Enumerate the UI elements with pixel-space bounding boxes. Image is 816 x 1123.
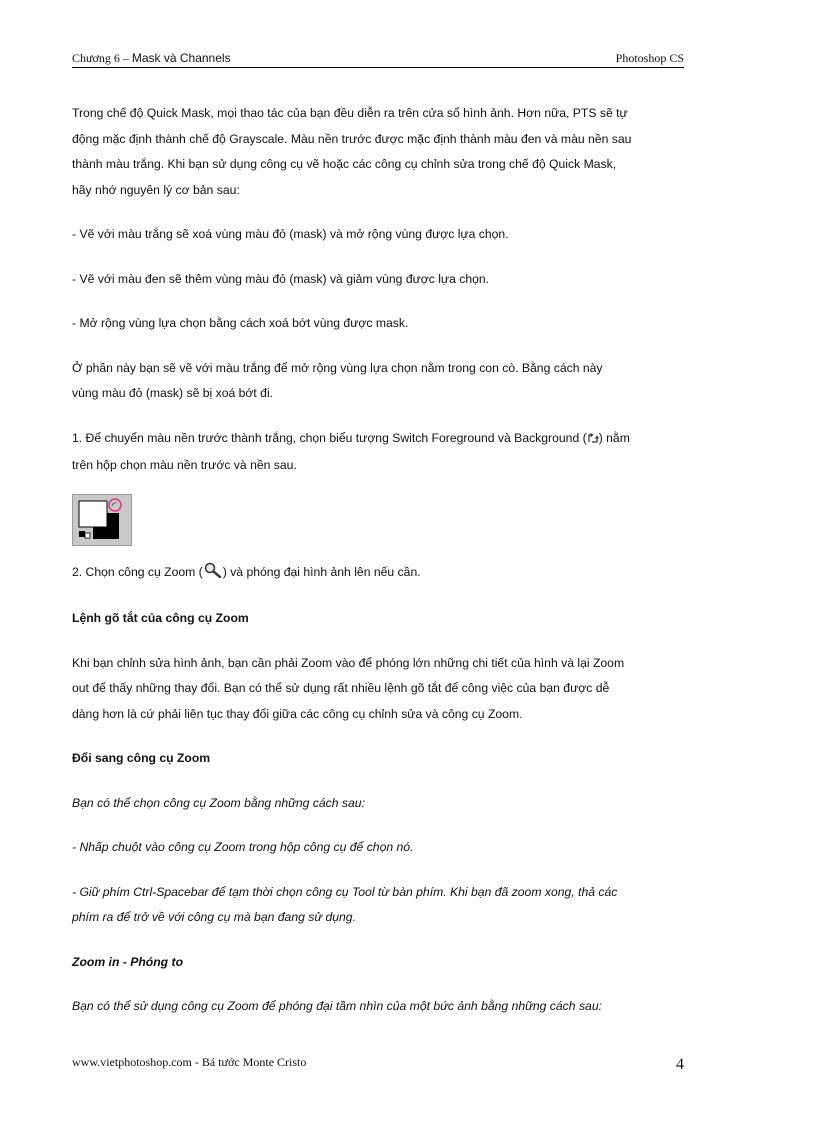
bullet-white: - Vẽ với màu trắng sẽ xoá vùng màu đỏ (mask) và mở rộng vùng được lựa chọn. <box>72 227 509 241</box>
text-line: ) và phóng đại hình ảnh lên nếu cần. <box>222 564 421 579</box>
italic-bullet-keyboard <box>72 880 692 931</box>
page-footer <box>72 1055 684 1073</box>
text-line: 2. Chọn công cụ Zoom ( <box>72 564 203 579</box>
header-section: Mask và Channels <box>131 51 231 65</box>
text-line: dàng hơn là cứ phải liên tục thay đổi giữa các công cụ chỉnh sửa và công cụ Zoom. <box>72 706 523 721</box>
header-right: Photoshop CS <box>615 51 684 65</box>
header-chapter: Chương 6 – <box>72 51 132 65</box>
text-line: thành màu trắng. Khi bạn sử dụng công cụ vẽ hoặc các công cụ chỉnh sửa trong chế độ Quick Mask, <box>72 157 617 171</box>
page-number: 4 <box>676 1056 684 1073</box>
text-line: Ở phần này bạn sẽ vẽ với màu trắng để mở rộng vùng lựa chọn nằm trong con cò. Bằng cách này <box>72 360 603 375</box>
italic-bullet-click: - Nhấp chuột vào công cụ Zoom trong hộp công cụ để chọn nó. <box>72 840 414 854</box>
paragraph-quickmask <box>72 101 692 203</box>
switch-colors-icon <box>587 428 599 454</box>
text-line: out để thấy những thay đổi. Bạn có thể sử dụng rất nhiều lệnh gõ tắt để công việc của bạn được dễ <box>72 681 610 695</box>
bullet-black: - Vẽ với màu đen sẽ thêm vùng màu đỏ (mask) và giảm vùng được lựa chọn. <box>72 271 490 286</box>
text-line: Trong chế độ Quick Mask, mọi thao tác của bạn đều diễn ra trên cửa sổ hình ảnh. Hơn nữa, PTS sẽ tự <box>72 106 628 120</box>
paragraph-zoom <box>72 651 692 728</box>
text-line: trên hộp chọn màu nền trước và nền sau. <box>72 458 297 472</box>
text-line: hãy nhớ nguyên lý cơ bản sau: <box>72 182 240 197</box>
heading-zoom-in: Zoom in - Phóng to <box>72 954 184 969</box>
footer-text: www.vietphotoshop.com - Bá tước Monte Cristo <box>72 1055 307 1069</box>
text-line: Khi bạn chỉnh sửa hình ảnh, bạn cần phải Zoom vào để phóng lớn những chi tiết của hình và lại Zoom <box>72 655 625 670</box>
italic-intro: Bạn có thể chọn công cụ Zoom bằng những cách sau: <box>72 795 365 810</box>
zoom-tool-icon <box>203 562 223 588</box>
text-line: phím ra để trở về với công cụ mà bạn đang sử dụng. <box>72 910 356 924</box>
page-header <box>72 51 684 68</box>
bullet-expand: - Mở rộng vùng lựa chọn bằng cách xoá bớt vùng được mask. <box>72 316 409 330</box>
heading-switch-zoom: Đổi sang công cụ Zoom <box>72 751 211 765</box>
step-2 <box>72 560 692 588</box>
text-line: động mặc định thành chế độ Grayscale. Màu nền trước được mặc định thành màu đen và màu nền sau <box>72 131 632 146</box>
heading-zoom-shortcuts: Lệnh gõ tắt của công cụ Zoom <box>72 611 249 625</box>
italic-zoom-in-intro: Bạn có thể sử dụng công cụ Zoom để phóng đại tầm nhìn của một bức ảnh bằng những cách sau: <box>72 999 602 1013</box>
text-line: vùng màu đỏ (mask) sẽ bị xoá bớt đi. <box>72 386 274 400</box>
text-line: 1. Để chuyển màu nền trước thành trắng, chọn biểu tượng Switch Foreground và Background ( <box>72 430 587 445</box>
step-1 <box>72 426 692 479</box>
paragraph-stork <box>72 356 692 407</box>
header-left <box>72 51 231 66</box>
foreground-background-swatch <box>72 494 132 546</box>
text-line: ) nằm <box>598 430 630 445</box>
text-line: - Giữ phím Ctrl-Spacebar để tạm thời chọn công cụ Tool từ bàn phím. Khi bạn đã zoom xong, thả các <box>72 884 618 899</box>
page-content <box>72 101 692 1020</box>
